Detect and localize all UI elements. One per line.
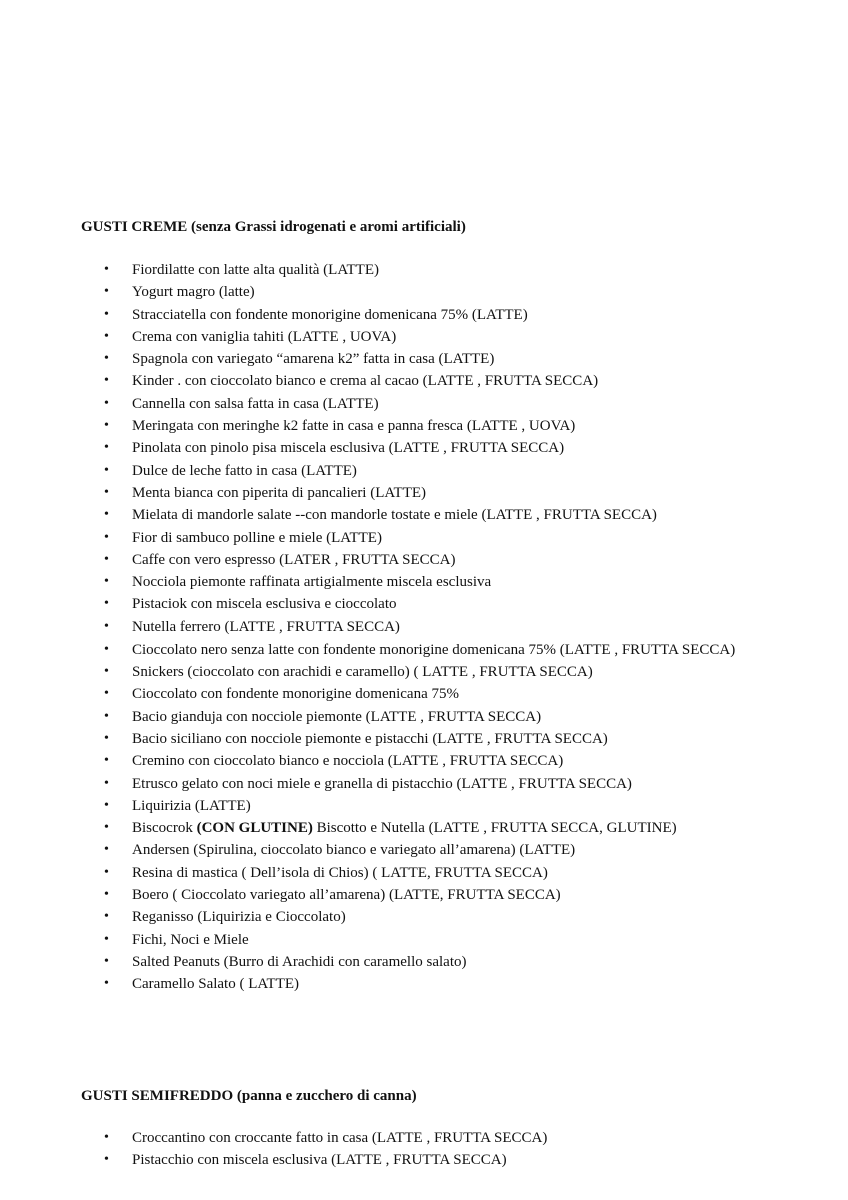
list-item	[0, 773, 762, 795]
bullet-icon: •	[104, 351, 109, 367]
list-item	[0, 504, 762, 526]
list-item	[0, 415, 762, 437]
list-item	[0, 906, 762, 928]
flavor-text: Meringata con meringhe k2 fatte in casa e panna fresca (LATTE , UOVA)	[132, 418, 576, 435]
bullet-icon: •	[104, 1130, 109, 1145]
flavor-text: Cremino con cioccolato bianco e nocciola (LATTE , FRUTTA SECCA)	[132, 753, 564, 770]
flavor-text: Bacio siciliano con nocciole piemonte e pistacchi (LATTE , FRUTTA SECCA)	[132, 730, 608, 747]
bullet-icon: •	[104, 797, 109, 813]
flavor-text: Snickers (cioccolato con arachidi e caramello) ( LATTE , FRUTTA SECCA)	[132, 664, 593, 681]
list-item	[0, 839, 762, 861]
list-item	[0, 638, 762, 661]
flavor-text-pre: Biscocrok	[132, 820, 197, 837]
list-item	[0, 683, 762, 705]
bullet-icon: •	[104, 373, 109, 389]
flavor-text: Spagnola con variegato “amarena k2” fatta in casa (LATTE)	[132, 351, 495, 368]
list-item	[0, 973, 762, 995]
list-item	[0, 326, 762, 348]
bullet-icon: •	[104, 775, 109, 791]
list-item	[0, 304, 762, 326]
flavor-text: Yogurt magro (latte)	[132, 284, 255, 301]
list-item	[0, 437, 762, 459]
list-item	[0, 348, 762, 370]
bullet-icon: •	[104, 842, 109, 858]
flavor-text: Crema con vaniglia tahiti (LATTE , UOVA)	[132, 328, 397, 345]
flavor-text: Cioccolato nero senza latte con fondente monorigine domenicana 75% (LATTE , FRUTTA SECCA)	[132, 642, 736, 659]
bullet-icon: •	[104, 1152, 109, 1168]
bullet-icon: •	[104, 953, 109, 969]
list-item	[0, 527, 762, 549]
bullet-icon: •	[104, 418, 109, 434]
bullet-icon: •	[104, 484, 109, 500]
bullet-icon: •	[104, 931, 109, 947]
bullet-icon: •	[104, 328, 109, 344]
bullet-icon: •	[104, 462, 109, 478]
flavor-text: Resina di mastica ( Dell’isola di Chios) ( LATTE, FRUTTA SECCA)	[132, 864, 548, 881]
bullet-icon: •	[104, 306, 109, 322]
bullet-icon: •	[104, 664, 109, 680]
list-item	[0, 1149, 762, 1171]
list-item	[0, 593, 762, 615]
bullet-icon: •	[104, 574, 109, 590]
bullet-icon: •	[104, 820, 109, 836]
bullet-icon: •	[104, 507, 109, 523]
flavor-text: Nocciola piemonte raffinata artigialmente miscela esclusiva	[132, 574, 492, 591]
flavor-text: Reganisso (Liquirizia e Cioccolato)	[132, 909, 346, 926]
bullet-icon: •	[104, 708, 109, 724]
flavor-text: Stracciatella con fondente monorigine domenicana 75% (LATTE)	[132, 306, 528, 323]
flavor-list-semifreddo	[0, 1127, 762, 1172]
flavor-text: Dulce de leche fatto in casa (LATTE)	[132, 462, 357, 479]
bullet-icon: •	[104, 864, 109, 880]
flavor-text: Etrusco gelato con noci miele e granella di pistacchio (LATTE , FRUTTA SECCA)	[132, 775, 632, 792]
list-item	[0, 482, 762, 504]
list-item	[0, 951, 762, 973]
bullet-icon: •	[104, 395, 109, 411]
list-item	[0, 795, 762, 817]
flavor-text: Fiordilatte con latte alta qualità (LATTE)	[132, 262, 379, 278]
bullet-icon: •	[104, 262, 109, 277]
list-item	[0, 661, 762, 683]
flavor-text: Salted Peanuts (Burro di Arachidi con caramello salato)	[132, 953, 467, 970]
bullet-icon: •	[104, 440, 109, 456]
flavor-text: Pistacchio con miscela esclusiva (LATTE , FRUTTA SECCA)	[132, 1152, 507, 1169]
bullet-icon: •	[104, 753, 109, 769]
flavor-text: Menta bianca con piperita di pancalieri (LATTE)	[132, 484, 427, 501]
flavor-text: Fior di sambuco polline e miele (LATTE)	[132, 529, 382, 546]
flavor-text: Boero ( Cioccolato variegato all’amarena) (LATTE, FRUTTA SECCA)	[132, 887, 561, 904]
flavor-text: Croccantino con croccante fatto in casa (LATTE , FRUTTA SECCA)	[132, 1130, 548, 1146]
flavor-text: Andersen (Spirulina, cioccolato bianco e variegato all’amarena) (LATTE)	[132, 842, 576, 859]
flavor-text: Kinder . con cioccolato bianco e crema al cacao (LATTE , FRUTTA SECCA)	[132, 373, 599, 390]
gluten-warning: (CON GLUTINE)	[196, 820, 313, 837]
list-item	[0, 616, 762, 638]
flavor-text: Pinolata con pinolo pisa miscela esclusiva (LATTE , FRUTTA SECCA)	[132, 440, 565, 457]
list-item	[0, 884, 762, 906]
list-item	[0, 929, 762, 951]
flavor-text: Cannella con salsa fatta in casa (LATTE)	[132, 395, 379, 412]
flavor-text: Mielata di mandorle salate --con mandorle tostate e miele (LATTE , FRUTTA SECCA)	[132, 507, 657, 524]
list-item	[0, 706, 762, 728]
flavor-list-creme	[0, 259, 762, 996]
flavor-text: Liquirizia (LATTE)	[132, 797, 251, 814]
list-item	[0, 281, 762, 303]
flavor-text: Nutella ferrero (LATTE , FRUTTA SECCA)	[132, 618, 400, 635]
flavor-text-post: Biscotto e Nutella (LATTE , FRUTTA SECCA, GLUTINE)	[312, 820, 677, 837]
list-item	[0, 393, 762, 415]
bullet-icon: •	[104, 596, 109, 612]
flavor-text: Caffe con vero espresso (LATER , FRUTTA SECCA)	[132, 551, 456, 568]
list-item	[0, 460, 762, 482]
bullet-icon: •	[104, 730, 109, 746]
bullet-icon: •	[104, 551, 109, 567]
list-item	[0, 571, 762, 593]
bullet-icon: •	[104, 529, 109, 545]
section-heading-creme: GUSTI CREME (senza Grassi idrogenati e aromi artificiali)	[81, 219, 466, 235]
flavor-text: Caramello Salato ( LATTE)	[132, 976, 300, 993]
list-item	[0, 862, 762, 884]
flavor-text: Bacio gianduja con nocciole piemonte (LATTE , FRUTTA SECCA)	[132, 708, 542, 725]
bullet-icon: •	[104, 887, 109, 903]
bullet-icon: •	[104, 686, 109, 702]
bullet-icon: •	[104, 909, 109, 925]
list-item	[0, 817, 762, 839]
bullet-icon: •	[104, 642, 109, 658]
section-heading-semifreddo: GUSTI SEMIFREDDO (panna e zucchero di canna)	[81, 1088, 417, 1104]
bullet-icon: •	[104, 284, 109, 300]
list-item	[0, 728, 762, 750]
list-item	[0, 370, 762, 392]
bullet-icon: •	[104, 618, 109, 634]
list-item	[0, 259, 762, 281]
list-item	[0, 1127, 762, 1149]
bullet-icon: •	[104, 976, 109, 992]
flavor-text: Cioccolato con fondente monorigine domenicana 75%	[132, 686, 459, 703]
flavor-text: Fichi, Noci e Miele	[132, 931, 249, 948]
flavor-text: Pistaciok con miscela esclusiva e cioccolato	[132, 596, 397, 613]
list-item	[0, 750, 762, 772]
list-item	[0, 549, 762, 571]
